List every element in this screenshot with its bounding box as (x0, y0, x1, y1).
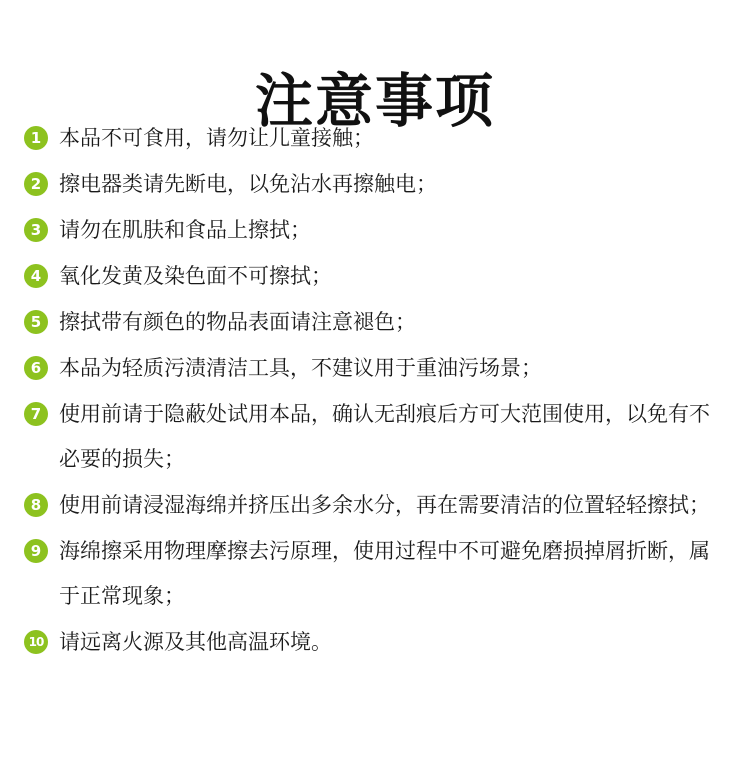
notice-item-9 (24, 529, 726, 619)
number-badge-icon: 5 (24, 310, 48, 334)
page-title: 注意事项 (254, 66, 495, 135)
notice-text: 擦电器类请先断电，以免沾水再擦触电； (59, 172, 437, 196)
number-badge-icon: 2 (24, 172, 48, 196)
notice-item-4 (24, 254, 726, 299)
number-badge-icon: 6 (24, 356, 48, 380)
notice-item-8 (24, 483, 726, 528)
notice-text: 使用前请于隐蔽处试用本品，确认无刮痕后方可大范围使用，以免有不必要的损失； (59, 402, 710, 471)
number-badge-icon: 4 (24, 264, 48, 288)
notice-item-7 (24, 392, 726, 482)
number-badge-icon: 9 (24, 539, 48, 563)
notice-text: 请勿在肌肤和食品上擦拭； (59, 218, 311, 242)
notice-text: 请远离火源及其他高温环境。 (59, 630, 332, 654)
notice-item-10 (24, 620, 726, 665)
notice-item-3 (24, 208, 726, 253)
notice-item-2 (24, 162, 726, 207)
number-badge-icon: 8 (24, 493, 48, 517)
number-badge-icon: 10 (24, 630, 48, 654)
number-badge-icon: 7 (24, 402, 48, 426)
notice-text: 擦拭带有颜色的物品表面请注意褪色； (59, 310, 416, 334)
notice-item-6 (24, 346, 726, 391)
notice-text: 本品不可食用，请勿让儿童接触； (59, 126, 374, 150)
notice-text: 使用前请浸湿海绵并挤压出多余水分，再在需要清洁的位置轻轻擦拭； (59, 493, 710, 517)
notice-list (24, 116, 726, 666)
notice-text: 本品为轻质污渍清洁工具，不建议用于重油污场景； (59, 356, 542, 380)
number-badge-icon: 1 (24, 126, 48, 150)
notice-text: 海绵擦采用物理摩擦去污原理，使用过程中不可避免磨损掉屑折断，属于正常现象； (59, 539, 710, 608)
notice-item-1 (24, 116, 726, 161)
notice-text: 氧化发黄及染色面不可擦拭； (59, 264, 332, 288)
notice-item-5 (24, 300, 726, 345)
number-badge-icon: 3 (24, 218, 48, 242)
